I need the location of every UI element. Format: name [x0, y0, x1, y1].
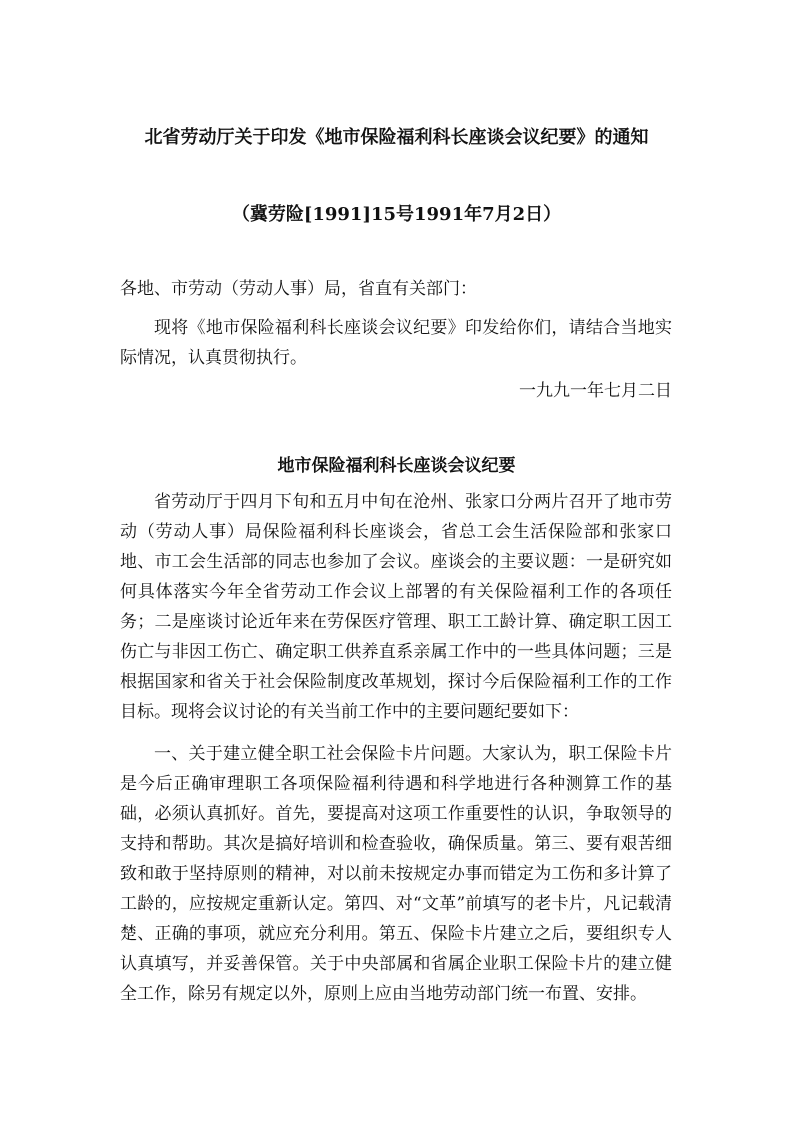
summary-paragraph-1: [120, 487, 672, 727]
notice-title: 北省劳动厅关于印发《地市保险福利科长座谈会议纪要》的通知: [144, 127, 649, 148]
sign-date: 一九九一年七月二日: [519, 381, 672, 401]
summary-paragraph-2: [120, 739, 672, 1009]
addressee-line: [120, 274, 672, 304]
notice-body-text: 现将《地市保险福利科长座谈会议纪要》印发给你们，请结合当地实际情况，认真贯彻执行。: [120, 318, 672, 368]
summary-title: 地市保险福利科长座谈会议纪要: [277, 456, 516, 476]
addressee-text: 各地、市劳动（劳动人事）局，省直有关部门：: [120, 279, 477, 299]
document-number: （冀劳险[1991]15号1991年7月2日）: [231, 204, 562, 225]
paragraph-text: 省劳动厅于四月下旬和五月中旬在沧州、张家口分两片召开了地市劳动（劳动人事）局保险福利科长座谈会，省总工会生活保险部和张家口地、市工会生活部的同志也参加了会议。座谈会的主要议题：一是研究如何具体落实今年全省劳动工作会议上部署的有关保险福利工作的各项任务；二是座谈讨论近年来在劳保医疗管理、职工工龄计算、确定职工因工伤亡与非因工伤亡、确定职工供养直系亲属工作中的一些具体问题；三是根据国家和省关于社会保险制度改革规划，探讨今后保险福利工作的工作目标。现将会议讨论的有关当前工作中的主要问题纪要如下：: [120, 492, 672, 722]
paragraph-text: 一、关于建立健全职工社会保险卡片问题。大家认为，职工保险卡片是今后正确审理职工各项保险福利待遇和科学地进行各种测算工作的基础，必须认真抓好。首先，要提高对这项工作重要性的认识，争取领导的支持和帮助。其次是搞好培训和检查验收，确保质量。第三、要有艰苦细致和敢于坚持原则的精神，对以前未按规定办事而错定为工伤和多计算了工龄的，应按规定重新认定。第四、对“文革”前填写的老卡片，凡记载清楚、正确的事项，就应充分利用。第五、保险卡片建立之后，要组织专人认真填写，并妥善保管。关于中央部属和省属企业职工保险卡片的建立健全工作，除另有规定以外，原则上应由当地劳动部门统一布置、安排。: [120, 744, 672, 1004]
notice-body: [120, 313, 672, 373]
